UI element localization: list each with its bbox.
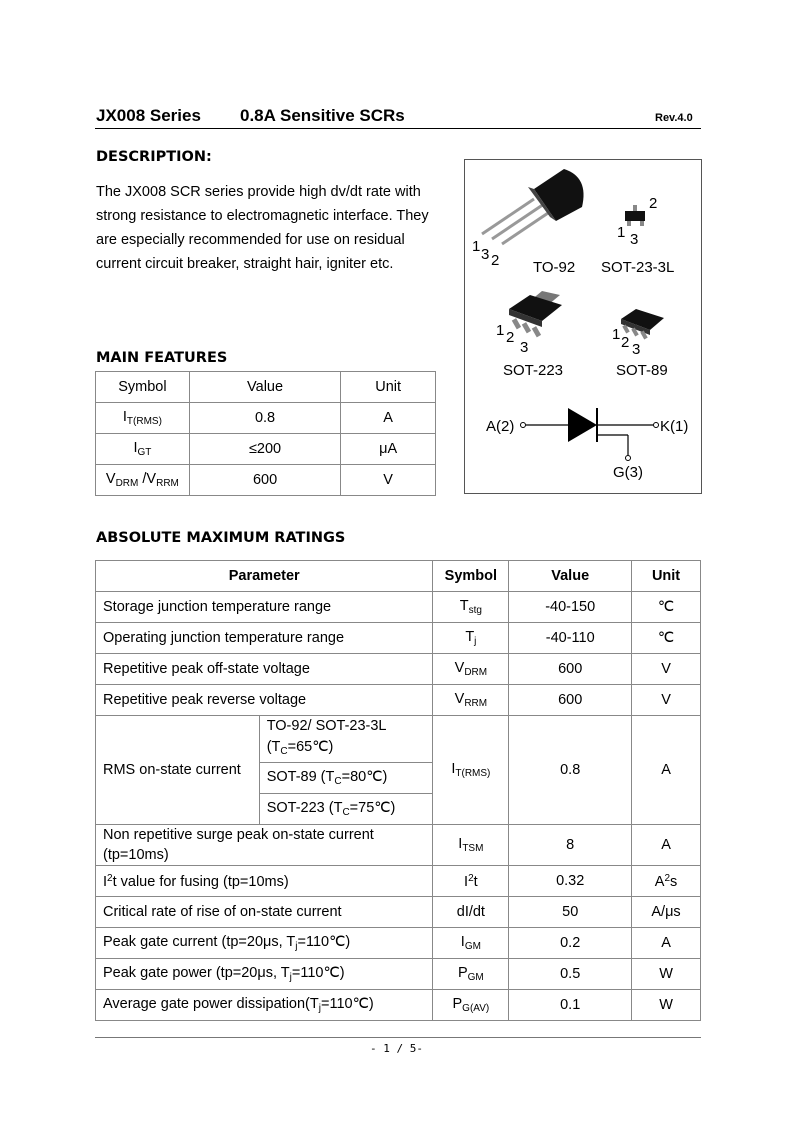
table-row xyxy=(96,592,701,623)
unit-cell: V xyxy=(341,465,436,496)
to92-label: TO-92 xyxy=(533,259,576,276)
value-cell: 0.5 xyxy=(509,959,632,990)
value-cell: 0.1 xyxy=(509,990,632,1021)
value-cell: -40-110 xyxy=(509,623,632,654)
symbol-cell: $T_j$ xyxy=(433,623,509,654)
parameter-cell: $I^2t$ value for fusing (tp=10ms) xyxy=(96,866,433,897)
parameter-cell: Repetitive peak off-state voltage xyxy=(96,654,433,685)
description-heading: DESCRIPTION: xyxy=(96,149,212,165)
parameter-cell: Average gate power $dissipation(T_j=110℃)$ xyxy=(96,990,433,1021)
value-cell: 600 xyxy=(189,465,340,496)
unit-cell: V xyxy=(632,685,701,716)
table-header-row xyxy=(96,561,701,592)
sot223-package-icon xyxy=(509,291,562,337)
absolute-ratings-heading: ABSOLUTE MAXIMUM RATINGS xyxy=(96,530,346,546)
description-text: The JX008 SCR series provide high dv/dt rate with strong resistance to electromagnetic interface. They are especially recommended for use on residual current circuit breaker, straight hair, igniter etc. xyxy=(96,184,429,272)
series-name: JX008 Series xyxy=(96,106,201,125)
unit-cell: W xyxy=(632,959,701,990)
table-row xyxy=(96,403,436,434)
page-number: - 1 / 5- xyxy=(370,1042,423,1055)
symbol-cell: $I_{T(RMS)}$ xyxy=(433,716,509,825)
value-cell: 0.2 xyxy=(509,928,632,959)
main-features-heading: MAIN FEATURES xyxy=(96,350,228,366)
sot223-pin-2: 2 xyxy=(506,329,515,346)
sot23-package-icon xyxy=(625,205,645,226)
parameter-cell: Critical rate of rise of on-state current xyxy=(96,897,433,928)
sot89-pin-1: 1 xyxy=(612,326,621,343)
value-cell: 600 xyxy=(509,685,632,716)
value-cell: 8 xyxy=(509,825,632,866)
unit-cell: $A^2s$ xyxy=(632,866,701,897)
unit-cell: A xyxy=(632,928,701,959)
to92-pin-3: 3 xyxy=(481,246,490,263)
anode-label: A(2) xyxy=(486,418,515,435)
column-header: Unit xyxy=(632,561,701,592)
scr-symbol xyxy=(521,408,659,461)
symbol-cell: $I_{GM}$ xyxy=(433,928,509,959)
column-header: Value xyxy=(189,372,340,403)
value-cell: -40-150 xyxy=(509,592,632,623)
parameter-cell: Peak gate power (tp=20μs, $T_j=110℃$) xyxy=(96,959,433,990)
unit-cell: ℃ xyxy=(632,623,701,654)
table-row xyxy=(96,434,436,465)
table-row xyxy=(96,685,701,716)
symbol-cell: dI/dt xyxy=(433,897,509,928)
parameter-cell: Peak gate current (tp=20μs, $T_j=110℃$) xyxy=(96,928,433,959)
header-divider xyxy=(95,128,701,129)
unit-cell: μA xyxy=(341,434,436,465)
sot23-pin-2: 2 xyxy=(649,195,658,212)
parameter-cell: Non repetitive surge peak on-state current (tp=10ms) xyxy=(96,825,433,866)
revision-label: Rev.4.0 xyxy=(655,112,693,124)
column-header: Value xyxy=(509,561,632,592)
footer-divider xyxy=(95,1037,701,1038)
column-header: Symbol xyxy=(433,561,509,592)
package-diagram xyxy=(464,159,702,494)
cathode-label: K(1) xyxy=(660,418,689,435)
to92-package-icon xyxy=(482,169,584,244)
main-features-table xyxy=(95,371,436,496)
table-row xyxy=(96,825,701,866)
sot89-pin-3: 3 xyxy=(632,341,641,358)
condition-cell: TO-92/ SOT-23-3L $(T_C=65℃)$ xyxy=(259,716,433,763)
symbol-cell: $T_{stg}$ xyxy=(433,592,509,623)
unit-cell: W xyxy=(632,990,701,1021)
unit-cell: V xyxy=(632,654,701,685)
unit-cell: A xyxy=(632,716,701,825)
absolute-ratings-table xyxy=(95,560,701,1021)
column-header: Unit xyxy=(341,372,436,403)
table-row xyxy=(96,897,701,928)
column-header: Symbol xyxy=(96,372,190,403)
document-title: 0.8A Sensitive SCRs xyxy=(240,106,405,125)
to92-pin-1: 1 xyxy=(472,238,481,255)
sot89-label: SOT-89 xyxy=(616,362,668,379)
symbol-cell: $V_{RRM}$ xyxy=(433,685,509,716)
parameter-cell: Storage junction temperature range xyxy=(96,592,433,623)
sot223-pin-3: 3 xyxy=(520,339,529,356)
table-row xyxy=(96,623,701,654)
sot89-pin-2: 2 xyxy=(621,334,630,351)
symbol-cell: $V_{DRM}$ $/V_{RRM}$ xyxy=(96,465,190,496)
unit-cell: A xyxy=(632,825,701,866)
table-row xyxy=(96,716,701,763)
symbol-cell: $I_{TSM}$ xyxy=(433,825,509,866)
parameter-cell: Repetitive peak reverse voltage xyxy=(96,685,433,716)
value-cell: ≤200 xyxy=(189,434,340,465)
sot23-pin-3: 3 xyxy=(630,231,639,248)
symbol-cell: $P_{G(AV)}$ xyxy=(433,990,509,1021)
table-row xyxy=(96,990,701,1021)
symbol-cell: $P_{GM}$ xyxy=(433,959,509,990)
sot23-label: SOT-23-3L xyxy=(601,259,675,276)
value-cell: 0.8 xyxy=(509,716,632,825)
unit-cell: A xyxy=(341,403,436,434)
value-cell: 0.8 xyxy=(189,403,340,434)
to92-pin-2: 2 xyxy=(491,252,500,269)
symbol-cell: $I^2t$ xyxy=(433,866,509,897)
unit-cell: A/μs xyxy=(632,897,701,928)
symbol-cell: $I_{GT}$ xyxy=(96,434,190,465)
symbol-cell: $V_{DRM}$ xyxy=(433,654,509,685)
symbol-cell: $I_{T(RMS)}$ xyxy=(96,403,190,434)
column-header: Parameter xyxy=(96,561,433,592)
table-row xyxy=(96,928,701,959)
sot23-pin-1: 1 xyxy=(617,224,626,241)
table-row xyxy=(96,866,701,897)
value-cell: 50 xyxy=(509,897,632,928)
sot223-pin-1: 1 xyxy=(496,322,505,339)
table-header-row xyxy=(96,372,436,403)
table-row xyxy=(96,465,436,496)
sot223-label: SOT-223 xyxy=(503,362,564,379)
value-cell: 0.32 xyxy=(509,866,632,897)
parameter-cell: RMS on-state current xyxy=(96,716,260,825)
unit-cell: ℃ xyxy=(632,592,701,623)
condition-cell: SOT-89 $(T_C=80℃)$ xyxy=(259,763,433,794)
table-row xyxy=(96,654,701,685)
condition-cell: SOT-223 $(T_C=75℃)$ xyxy=(259,794,433,825)
value-cell: 600 xyxy=(509,654,632,685)
parameter-cell: Operating junction temperature range xyxy=(96,623,433,654)
table-row xyxy=(96,959,701,990)
gate-label: G(3) xyxy=(613,464,643,481)
